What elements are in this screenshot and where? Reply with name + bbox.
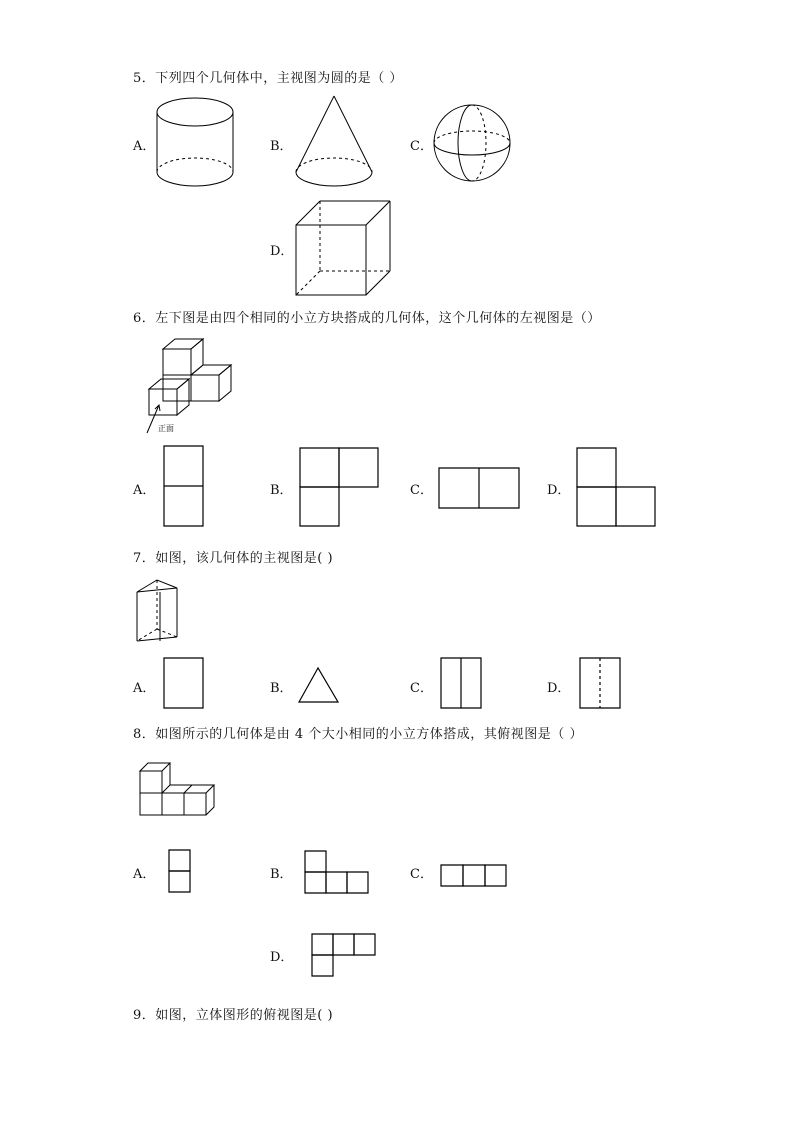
q7-option-c-label[interactable]: C． (410, 681, 433, 696)
q8-option-c-label[interactable]: C． (410, 867, 433, 882)
question-6-text: 6．左下图是由四个相同的小立方块搭成的几何体，这个几何体的左视图是（） (133, 311, 601, 326)
q6-option-a-label[interactable]: A． (133, 483, 156, 498)
front-direction-label: 正面 (158, 424, 174, 433)
question-5-text: 5．下列四个几何体中，主视图为圆的是（ ） (133, 71, 403, 86)
q8-option-b-label[interactable]: B． (270, 867, 293, 882)
q6-option-d-label[interactable]: D． (547, 483, 571, 498)
q6-option-b-label[interactable]: B． (270, 483, 293, 498)
q7-option-b-label[interactable]: B． (270, 681, 293, 696)
q5-option-a-label[interactable]: A． (133, 139, 156, 154)
question-7-text: 7．如图，该几何体的主视图是( ) (133, 551, 334, 566)
question-8-text: 8．如图所示的几何体是由 4 个大小相同的小立方体搭成，其俯视图是（ ） (133, 727, 583, 742)
q5-option-c-label[interactable]: C． (410, 139, 433, 154)
q8-option-d-label[interactable]: D． (270, 950, 294, 965)
q5-option-b-label[interactable]: B． (270, 139, 293, 154)
question-9-text: 9．如图，立体图形的俯视图是( ) (133, 1008, 334, 1023)
q7-option-d-label[interactable]: D． (547, 681, 571, 696)
q8-option-a-label[interactable]: A． (133, 867, 156, 882)
q6-option-c-label[interactable]: C． (410, 483, 433, 498)
q5-option-d-label[interactable]: D． (270, 244, 294, 259)
q7-option-a-label[interactable]: A． (133, 681, 156, 696)
